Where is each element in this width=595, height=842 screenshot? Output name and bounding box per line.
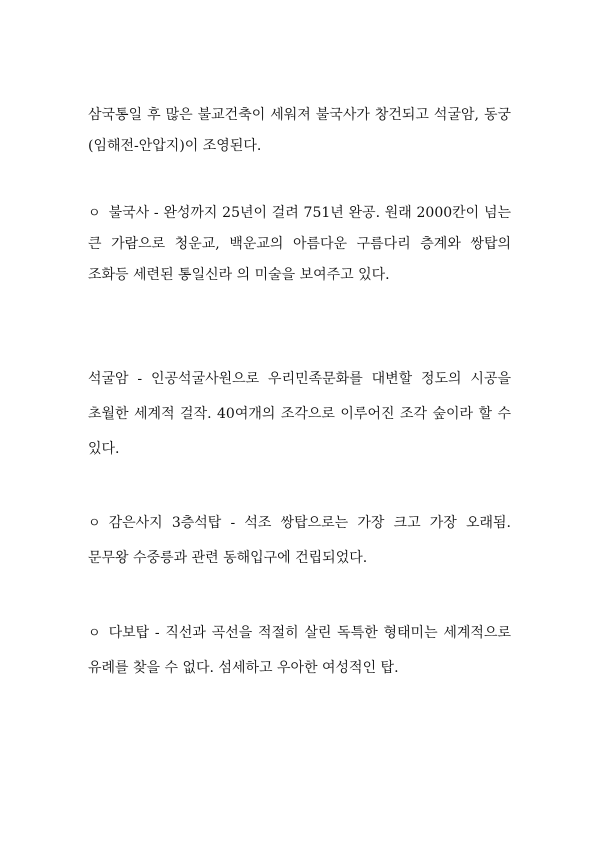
paragraph-text: 석굴암 - 인공석굴사원으로 우리민족문화를 대변할 정도의 시공을 초월한 세계적 걸작. 40여개의 조각으로 이루어진 조각 숲이라 할 수 있다. [88, 371, 511, 457]
paragraph-text: 불국사 - 완성까지 25년이 걸려 751년 완공. 원래 2000칸이 넘는 큰 가람으로 청운교, 백운교의 아름다운 구름다리 층계와 쌍탑의 조화등 세련된 통일신라 의 미술을 보여주고 있다. [88, 205, 511, 283]
paragraph-text: 삼국통일 후 많은 불교건축이 세워져 불국사가 창건되고 석굴암, 동궁(임해전-안압지)이 조영된다. [88, 107, 511, 154]
paragraph-text: 다보탑 - 직선과 곡선을 적절히 살린 독특한 형태미는 세계적으로 유례를 찾을 수 없다. 섬세하고 우아한 여성적인 탑. [88, 625, 511, 676]
paragraph-seokguram [88, 362, 511, 467]
paragraph-gameunsaji-pagoda [88, 506, 511, 576]
paragraph-bulguksa [88, 198, 511, 291]
paragraph-unification-architecture [88, 100, 511, 162]
bullet-marker: ㅇ [88, 516, 101, 531]
bullet-marker: ㅇ [88, 626, 101, 641]
paragraph-dabotap [88, 616, 511, 685]
bullet-marker: ㅇ [88, 206, 101, 221]
paragraph-text: 감은사지 3층석탑 - 석조 쌍탑으로는 가장 크고 가장 오래됨. 문무왕 수중릉과 관련 동해입구에 건립되었다. [88, 515, 511, 566]
